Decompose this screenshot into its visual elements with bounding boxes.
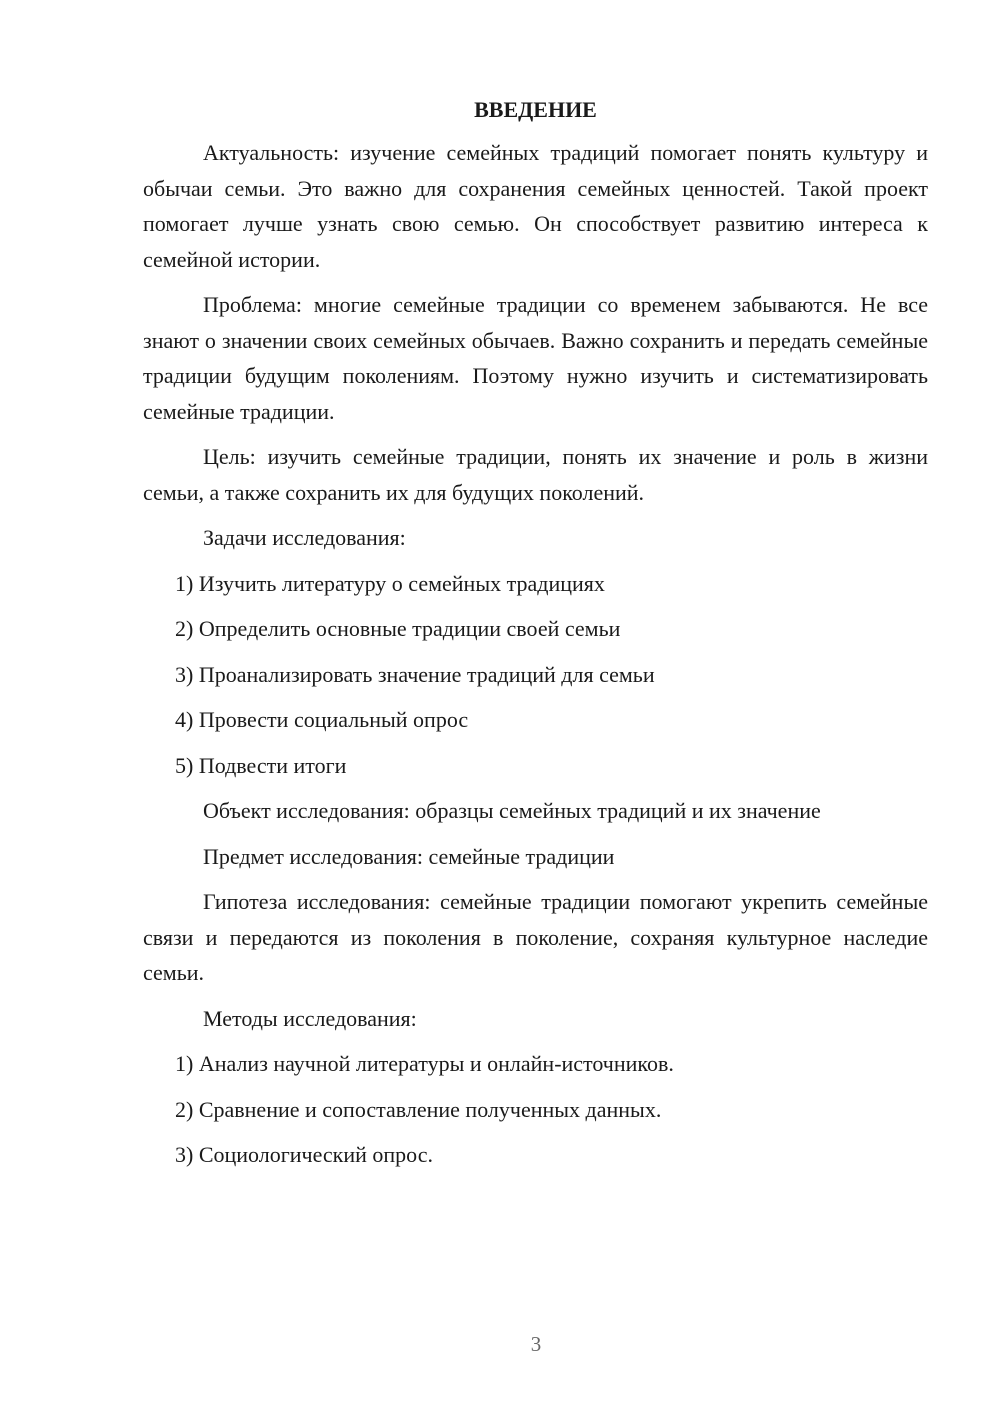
method-item: 3) Социологический опрос.: [175, 1142, 433, 1167]
task-item: 2) Определить основные традиции своей семьи: [175, 616, 621, 641]
subject-line: Предмет исследования: семейные традиции: [203, 843, 615, 869]
goal-paragraph: Цель: изучить семейные традиции, понять их значение и роль в жизни семьи, а также сохранить их для будущих поколений.: [143, 444, 928, 505]
task-item: 3) Проанализировать значение традиций для семьи: [175, 661, 655, 687]
methods-list: [143, 1046, 928, 1173]
task-item: 5) Подвести итоги: [175, 752, 347, 778]
hypothesis-paragraph: Гипотеза исследования: семейные традиции помогают укрепить семейные связи и передаются из поколения в поколение, сохраняя культурное наследие семьи.: [143, 889, 928, 985]
task-item: 4) Провести социальный опрос: [175, 707, 469, 732]
page-content: [143, 92, 928, 1183]
method-item: 2) Сравнение и сопоставление полученных данных.: [175, 1096, 662, 1122]
page-number: 3: [530, 1332, 542, 1356]
problem-paragraph: Проблема: многие семейные традиции со временем забываются. Не все знают о значении своих семейных обычаев. Важно сохранить и передать семейные традиции будущим поколениям. Поэтому нужно изучить и систематизировать семейные традиции.: [143, 292, 928, 424]
method-item: 1) Анализ научной литературы и онлайн-источников.: [175, 1051, 674, 1076]
methods-heading: Методы исследования:: [203, 1005, 417, 1031]
task-item: 1) Изучить литературу о семейных традициях: [175, 570, 605, 596]
object-line: Объект исследования: образцы семейных традиций и их значение: [203, 798, 821, 823]
tasks-list: [143, 566, 928, 784]
section-title: ВВЕДЕНИЕ: [474, 97, 597, 122]
relevance-paragraph: Актуальность: изучение семейных традиций помогает понять культуру и обычаи семьи. Это важно для сохранения семейных ценностей. Такой проект помогает лучше узнать свою семью. Он способствует развитию интереса к семейной истории.: [143, 140, 928, 272]
tasks-heading: Задачи исследования:: [203, 525, 406, 550]
